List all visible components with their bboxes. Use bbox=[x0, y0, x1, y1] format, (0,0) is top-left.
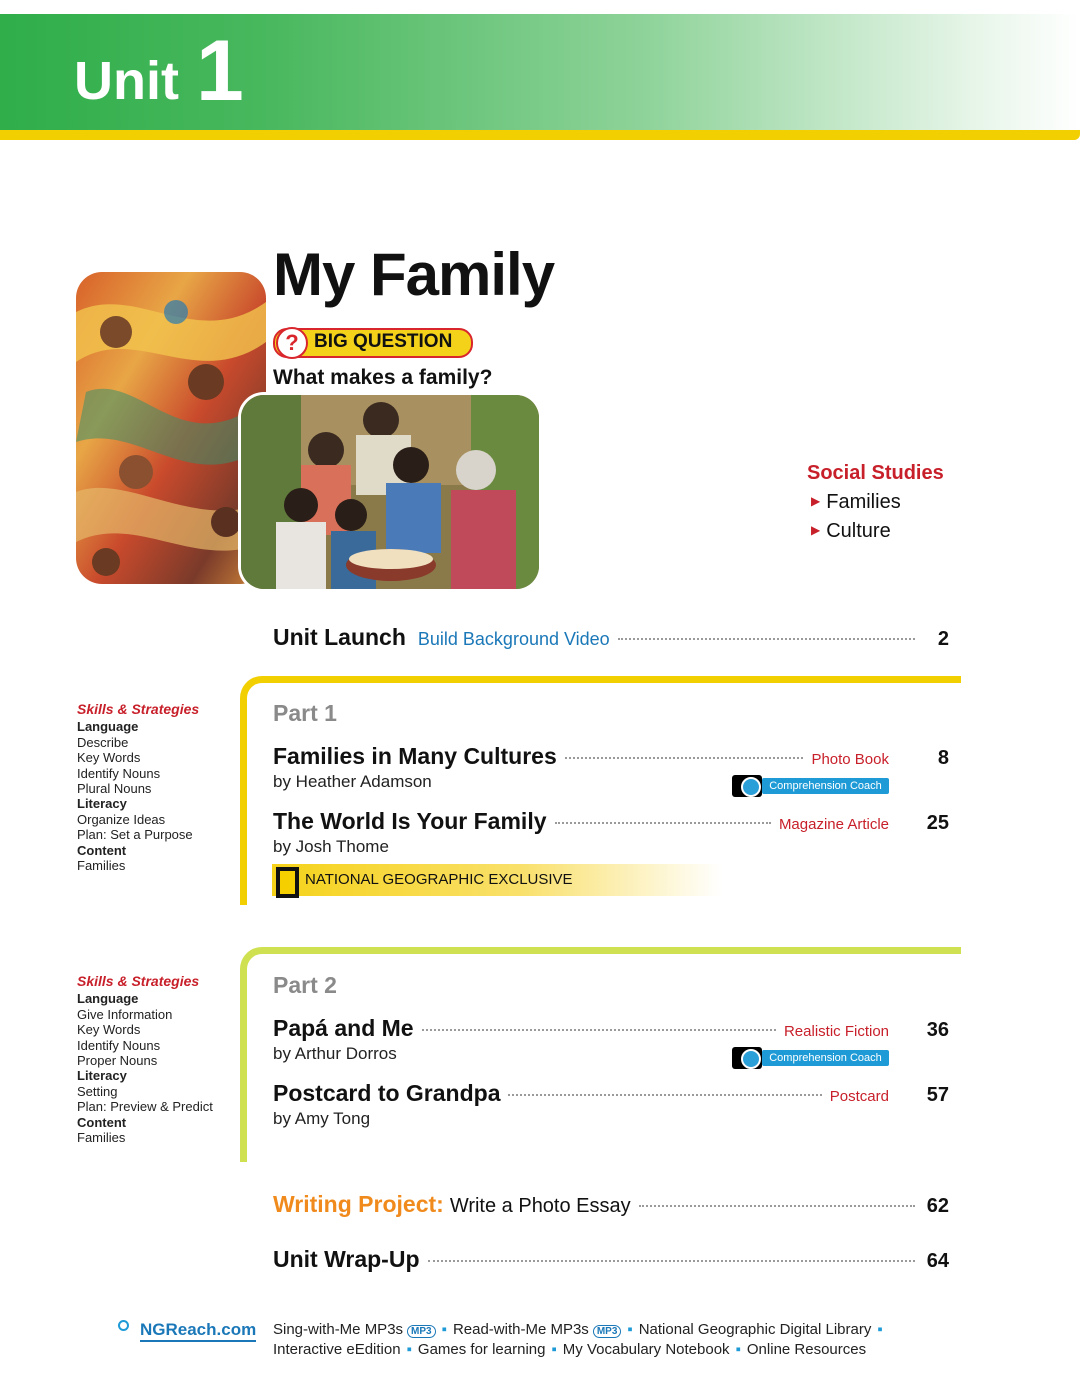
skill-item: Proper Nouns bbox=[77, 1053, 158, 1069]
writing-project-title[interactable]: Write a Photo Essay bbox=[449, 1195, 631, 1217]
big-question-label: BIG QUESTION bbox=[314, 331, 453, 352]
circle-bullet-icon bbox=[118, 1320, 129, 1331]
skill-item: Organize Ideas bbox=[77, 811, 166, 827]
unit-label: Unit bbox=[74, 51, 179, 111]
toc-row-selection[interactable] bbox=[273, 1080, 949, 1110]
exclusive-label: NATIONAL GEOGRAPHIC EXCLUSIVE bbox=[305, 871, 573, 888]
genre-label: Magazine Article bbox=[778, 816, 889, 833]
toc-subtitle[interactable]: Build Background Video bbox=[417, 629, 610, 649]
resource-link[interactable]: Games for learning bbox=[417, 1341, 546, 1358]
page-number: 25 bbox=[926, 812, 949, 834]
selection-title[interactable]: Families in Many Cultures bbox=[273, 743, 557, 769]
resource-link[interactable]: Online Resources bbox=[746, 1341, 867, 1358]
dot-leader bbox=[555, 821, 771, 824]
big-question-text: What makes a family? bbox=[273, 366, 493, 389]
computer-mouse-icon bbox=[732, 1047, 762, 1069]
question-mark-icon: ? bbox=[276, 327, 308, 359]
selection-title[interactable]: The World Is Your Family bbox=[273, 808, 547, 834]
banner-stripe bbox=[0, 130, 1080, 140]
part2-skills bbox=[77, 974, 213, 1145]
genre-label: Photo Book bbox=[811, 751, 889, 768]
selection-title[interactable]: Postcard to Grandpa bbox=[273, 1080, 501, 1106]
writing-project-label[interactable]: Writing Project: bbox=[273, 1191, 444, 1217]
resource-link[interactable]: Sing-with-Me MP3s bbox=[273, 1321, 404, 1338]
toc-title[interactable]: Unit Launch bbox=[273, 624, 406, 650]
mp3-badge-icon: MP3 bbox=[593, 1325, 622, 1338]
dot-leader bbox=[565, 756, 804, 759]
skill-item: Plan: Set a Purpose bbox=[77, 827, 193, 843]
part2-label: Part 2 bbox=[273, 972, 337, 998]
skill-item: Plan: Preview & Predict bbox=[77, 1099, 213, 1115]
skill-item: Plural Nouns bbox=[77, 781, 152, 797]
resource-link[interactable]: Interactive eEdition bbox=[273, 1341, 401, 1358]
toc-row-selection[interactable] bbox=[273, 808, 949, 838]
toc-row-unit-launch[interactable] bbox=[273, 624, 949, 654]
social-studies-heading: Social Studies bbox=[807, 462, 944, 484]
footer-resources-line2: Interactive eEdition ▪ Games for learning ▪ My Vocabulary Notebook ▪ Online Resources bbox=[273, 1341, 867, 1358]
skills-category: Content bbox=[77, 1114, 127, 1130]
skills-category: Literacy bbox=[77, 796, 127, 812]
part1-label: Part 1 bbox=[273, 700, 337, 726]
resource-link[interactable]: Read-with-Me MP3s bbox=[452, 1321, 589, 1338]
selection-author: by Arthur Dorros bbox=[273, 1044, 397, 1063]
skills-category: Language bbox=[77, 719, 139, 735]
dot-leader bbox=[422, 1028, 776, 1031]
page-number: 8 bbox=[937, 747, 949, 769]
national-geographic-logo-icon bbox=[276, 867, 299, 898]
comprehension-coach-badge[interactable]: Comprehension Coach bbox=[732, 777, 889, 795]
resource-link[interactable]: National Geographic Digital Library bbox=[638, 1321, 872, 1338]
skill-item: Families bbox=[77, 858, 126, 874]
skills-category: Content bbox=[77, 842, 127, 858]
dot-leader bbox=[508, 1093, 821, 1096]
skill-item: Identify Nouns bbox=[77, 765, 161, 781]
page-number: 2 bbox=[937, 628, 949, 650]
part1-skills bbox=[77, 702, 199, 873]
toc-row-selection[interactable] bbox=[273, 1015, 949, 1045]
genre-label: Postcard bbox=[829, 1088, 889, 1105]
unit-title: My Family bbox=[273, 241, 555, 308]
skills-heading: Skills & Strategies bbox=[77, 701, 200, 717]
page-number: 62 bbox=[926, 1195, 949, 1217]
skill-item: Setting bbox=[77, 1083, 118, 1099]
selection-title[interactable]: Papá and Me bbox=[273, 1015, 414, 1041]
skill-item: Key Words bbox=[77, 750, 141, 766]
genre-label: Realistic Fiction bbox=[783, 1023, 889, 1040]
selection-author: by Josh Thome bbox=[273, 837, 389, 856]
dot-leader bbox=[639, 1204, 915, 1207]
skill-item: Identify Nouns bbox=[77, 1037, 161, 1053]
dot-leader bbox=[428, 1259, 915, 1262]
toc-row-wrap-up[interactable] bbox=[273, 1246, 949, 1276]
selection-author: by Amy Tong bbox=[273, 1109, 371, 1128]
page-number: 57 bbox=[926, 1084, 949, 1106]
dot-leader bbox=[618, 637, 915, 640]
social-studies-item: ▶ Families bbox=[811, 491, 901, 513]
computer-mouse-icon bbox=[732, 775, 762, 797]
skills-heading: Skills & Strategies bbox=[77, 973, 200, 989]
selection-author: by Heather Adamson bbox=[273, 772, 432, 791]
toc-row-writing-project[interactable] bbox=[273, 1191, 949, 1221]
page-number: 36 bbox=[926, 1019, 949, 1041]
family-birthday-photo bbox=[238, 392, 542, 592]
page-number: 64 bbox=[926, 1250, 949, 1272]
skills-category: Literacy bbox=[77, 1068, 127, 1084]
comprehension-coach-badge[interactable]: Comprehension Coach bbox=[732, 1049, 889, 1067]
wrap-up-label[interactable]: Unit Wrap-Up bbox=[273, 1246, 420, 1272]
resource-link[interactable]: My Vocabulary Notebook bbox=[562, 1341, 730, 1358]
skill-item: Describe bbox=[77, 734, 129, 750]
ngreach-link[interactable]: NGReach.com bbox=[140, 1320, 256, 1342]
unit-number: 1 bbox=[196, 23, 244, 119]
skills-category: Language bbox=[77, 991, 139, 1007]
skill-item: Key Words bbox=[77, 1022, 141, 1038]
toc-row-selection[interactable] bbox=[273, 743, 949, 773]
triangle-bullet-icon: ▶ bbox=[811, 523, 821, 537]
social-studies-item: ▶ Culture bbox=[811, 520, 891, 542]
skill-item: Families bbox=[77, 1130, 126, 1146]
triangle-bullet-icon: ▶ bbox=[811, 494, 821, 508]
mp3-badge-icon: MP3 bbox=[407, 1325, 436, 1338]
skill-item: Give Information bbox=[77, 1006, 173, 1022]
footer-resources-line1: Sing-with-Me MP3s MP3 ▪ Read-with-Me MP3s MP3 ▪ National Geographic Digital Library ▪ bbox=[273, 1321, 883, 1338]
